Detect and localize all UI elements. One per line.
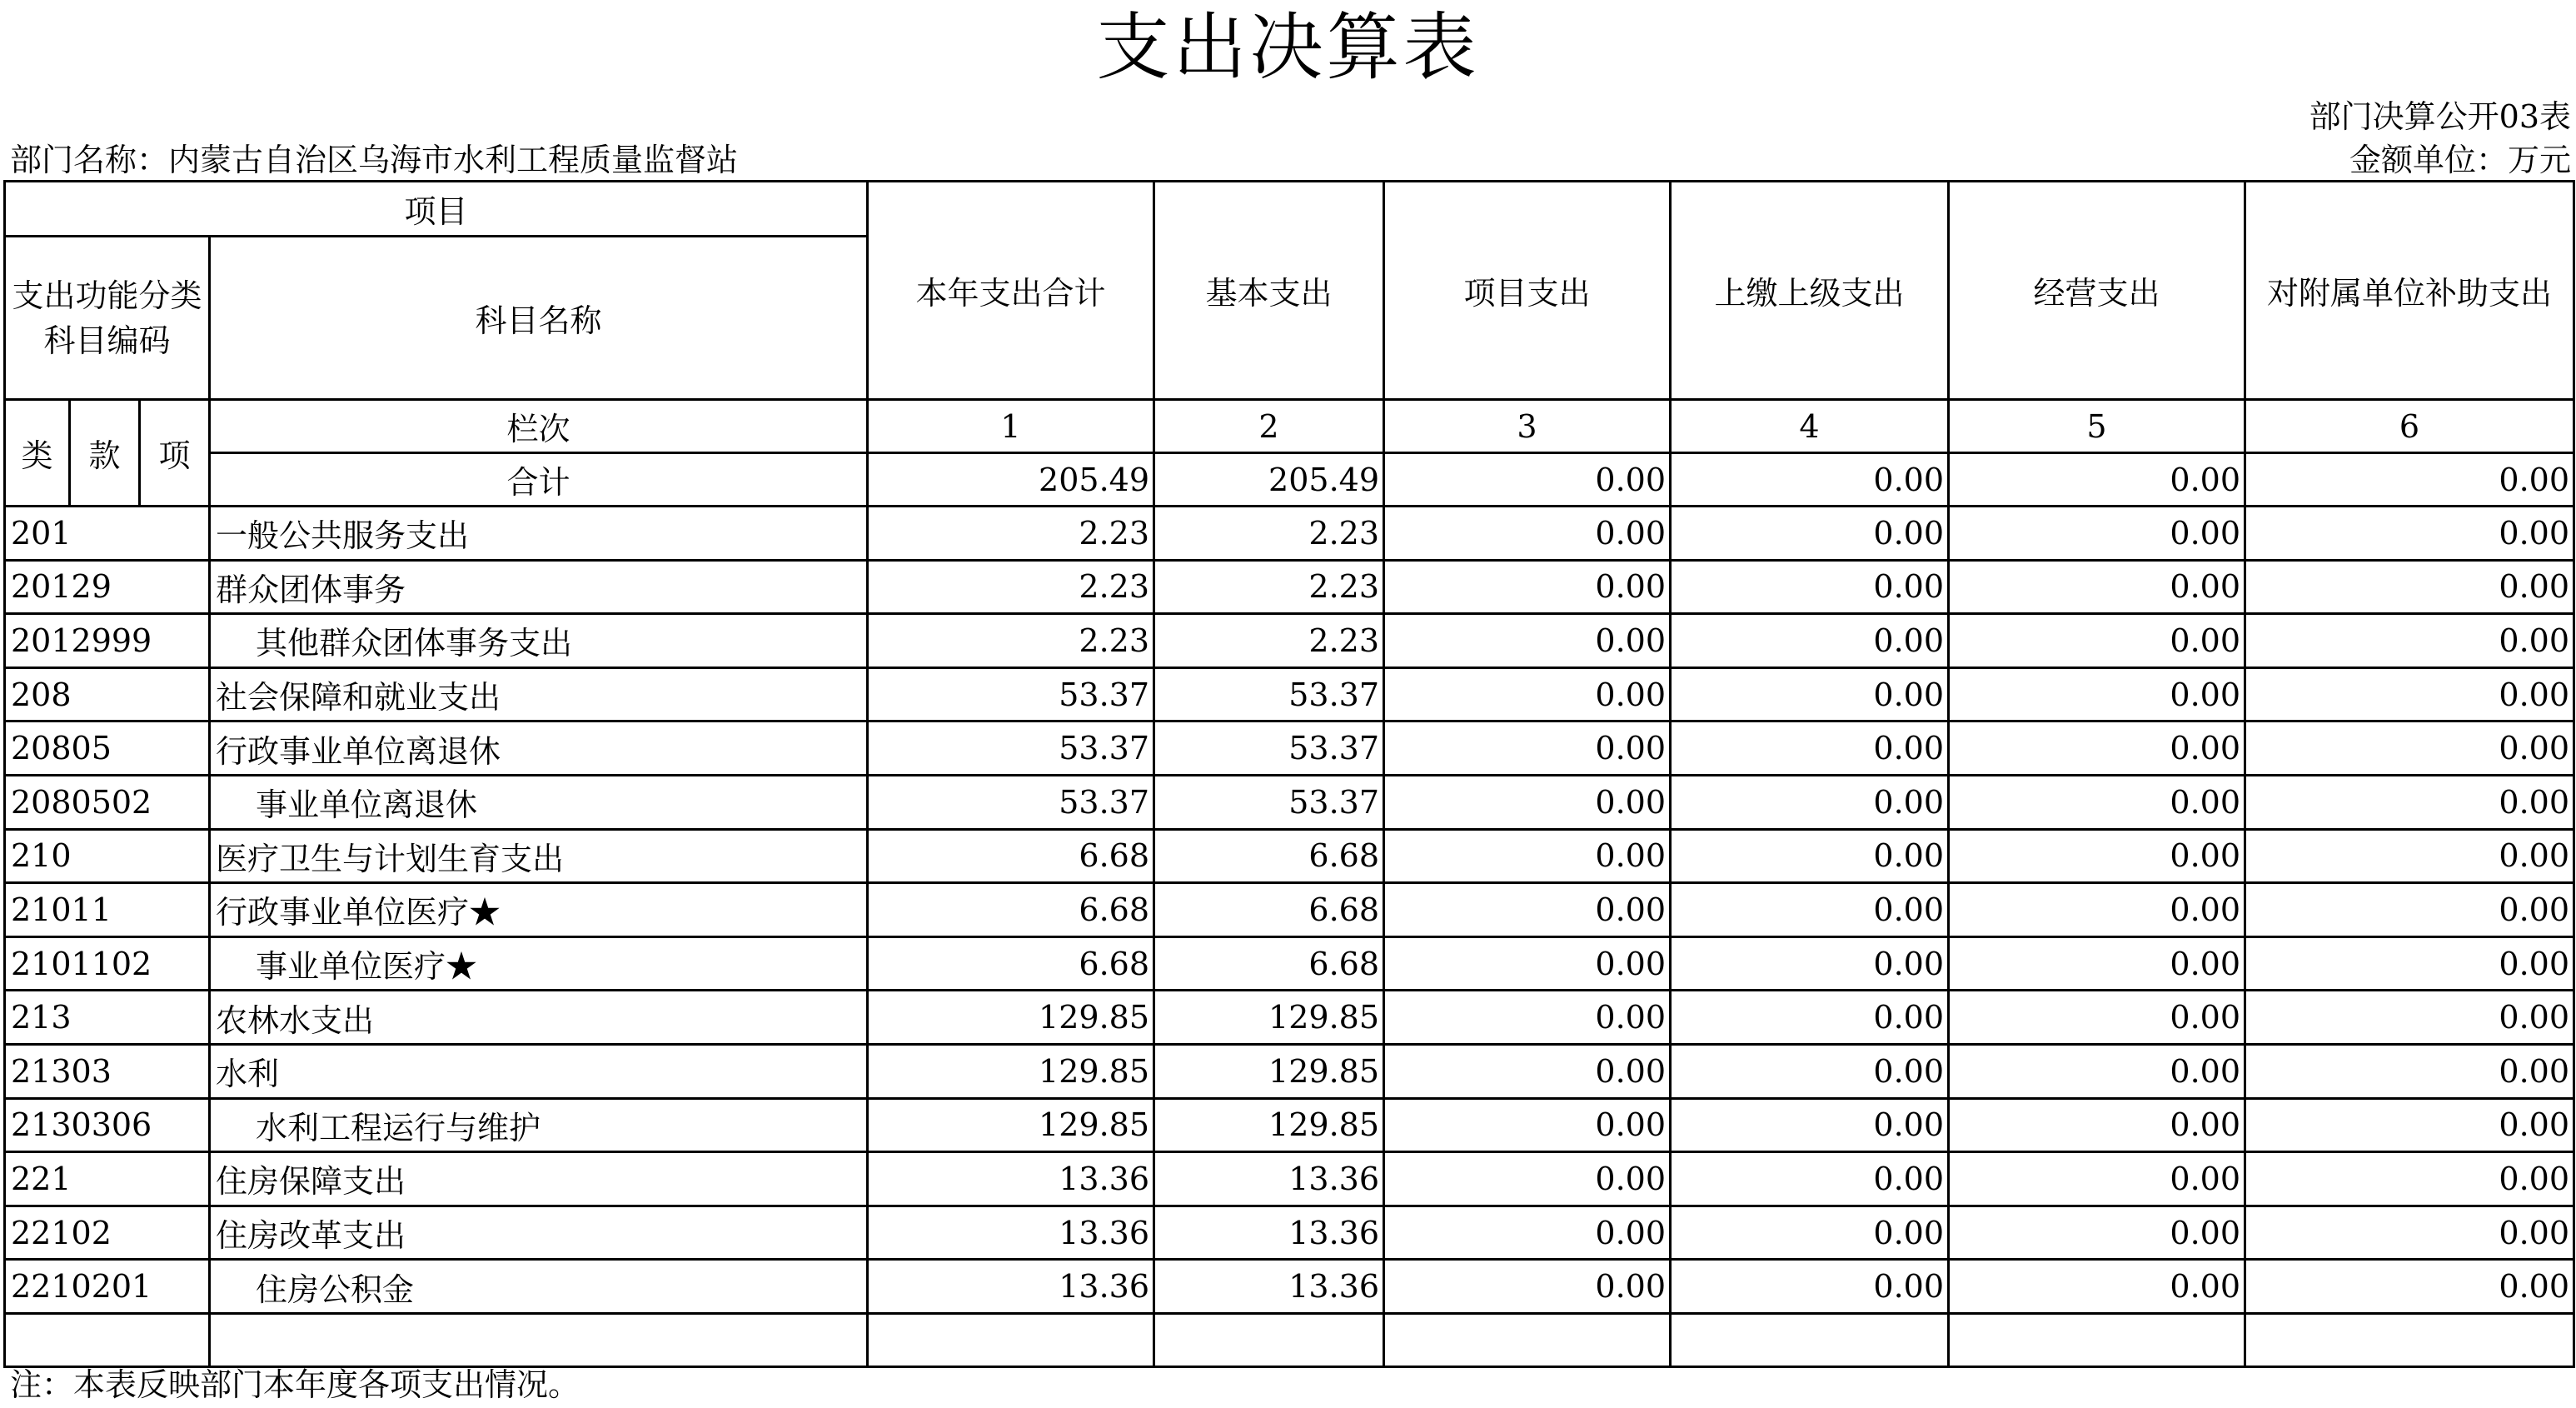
table-row [5, 775, 2574, 829]
row-subject-name: 事业单位离退休 [210, 775, 868, 829]
header-col-3: 项目支出 [1384, 182, 1671, 400]
total-value: 0.00 [1384, 453, 1671, 507]
footnote: 注：本表反映部门本年度各项支出情况。 [10, 1366, 580, 1403]
row-code: 2130306 [5, 1098, 210, 1152]
page-title: 支出决算表 [1096, 4, 1480, 90]
row-value: 13.36 [868, 1206, 1154, 1260]
header-row-1 [5, 182, 2574, 237]
row-value: 0.00 [1384, 507, 1671, 561]
row-value: 0.00 [2245, 507, 2574, 561]
row-value: 13.36 [868, 1260, 1154, 1314]
row-value: 0.00 [1671, 936, 1949, 991]
row-subject-name: 住房保障支出 [210, 1152, 868, 1206]
row-value: 0.00 [1671, 883, 1949, 937]
header-col-5: 经营支出 [1949, 182, 2245, 400]
row-value: 0.00 [1384, 1152, 1671, 1206]
header-func-code: 支出功能分类科目编码 [5, 237, 210, 400]
row-value: 0.00 [1949, 829, 2245, 883]
row-subject-name: 住房改革支出 [210, 1206, 868, 1260]
row-value: 0.00 [1671, 614, 1949, 668]
row-value: 53.37 [1154, 667, 1384, 721]
total-value: 0.00 [2245, 453, 2574, 507]
row-value: 0.00 [1671, 775, 1949, 829]
column-number-3: 3 [1384, 400, 1671, 453]
row-value: 0.00 [1949, 1206, 2245, 1260]
row-value: 0.00 [2245, 1260, 2574, 1314]
header-xiang: 项 [140, 400, 210, 507]
row-value: 53.37 [868, 775, 1154, 829]
row-value: 6.68 [1154, 829, 1384, 883]
row-value: 0.00 [2245, 829, 2574, 883]
row-subject-name: 社会保障和就业支出 [210, 667, 868, 721]
row-value: 2.23 [868, 507, 1154, 561]
row-value: 6.68 [868, 829, 1154, 883]
header-kuan: 款 [70, 400, 140, 507]
row-subject-name: 水利 [210, 1044, 868, 1098]
row-value: 0.00 [1671, 991, 1949, 1045]
table-row [5, 991, 2574, 1045]
row-value: 0.00 [1671, 1098, 1949, 1152]
row-value: 0.00 [1384, 1260, 1671, 1314]
row-value: 0.00 [1671, 667, 1949, 721]
row-code: 221 [5, 1152, 210, 1206]
row-value: 0.00 [1671, 1260, 1949, 1314]
row-code: 208 [5, 667, 210, 721]
row-value: 6.68 [868, 883, 1154, 937]
row-value: 0.00 [1384, 936, 1671, 991]
table-row [5, 1098, 2574, 1152]
row-value: 129.85 [868, 991, 1154, 1045]
row-value: 0.00 [1949, 1044, 2245, 1098]
row-value: 0.00 [2245, 721, 2574, 776]
row-value: 129.85 [868, 1098, 1154, 1152]
empty-cell [1949, 1313, 2245, 1366]
row-code: 2080502 [5, 775, 210, 829]
total-value: 205.49 [1154, 453, 1384, 507]
row-value: 0.00 [2245, 936, 2574, 991]
table-row [5, 667, 2574, 721]
row-subject-name: 群众团体事务 [210, 560, 868, 614]
row-value: 129.85 [1154, 991, 1384, 1045]
row-value: 53.37 [1154, 721, 1384, 776]
row-value: 0.00 [1384, 667, 1671, 721]
row-value: 0.00 [1671, 1152, 1949, 1206]
table-row [5, 829, 2574, 883]
total-row [5, 453, 2574, 507]
row-subject-name: 农林水支出 [210, 991, 868, 1045]
empty-row [5, 1313, 2574, 1366]
row-value: 129.85 [868, 1044, 1154, 1098]
row-subject-name: 医疗卫生与计划生育支出 [210, 829, 868, 883]
row-code: 2012999 [5, 614, 210, 668]
row-value: 0.00 [2245, 667, 2574, 721]
table-row [5, 721, 2574, 776]
row-value: 129.85 [1154, 1044, 1384, 1098]
row-value: 0.00 [1384, 1044, 1671, 1098]
empty-cell [1154, 1313, 1384, 1366]
row-subject-name: 一般公共服务支出 [210, 507, 868, 561]
header-col-4: 上缴上级支出 [1671, 182, 1949, 400]
row-code: 201 [5, 507, 210, 561]
column-number-2: 2 [1154, 400, 1384, 453]
row-value: 0.00 [2245, 614, 2574, 668]
empty-cell [1384, 1313, 1671, 1366]
row-value: 6.68 [868, 936, 1154, 991]
empty-cell [868, 1313, 1154, 1366]
row-value: 0.00 [1949, 775, 2245, 829]
row-value: 129.85 [1154, 1098, 1384, 1152]
table-row [5, 560, 2574, 614]
row-value: 0.00 [2245, 1206, 2574, 1260]
header-subject-name: 科目名称 [210, 237, 868, 400]
row-value: 0.00 [1384, 991, 1671, 1045]
row-value: 0.00 [1949, 721, 2245, 776]
row-value: 13.36 [1154, 1206, 1384, 1260]
row-code: 21303 [5, 1044, 210, 1098]
row-value: 53.37 [868, 667, 1154, 721]
table-row [5, 1260, 2574, 1314]
row-value: 0.00 [1384, 614, 1671, 668]
column-index-row [5, 400, 2574, 453]
row-code: 2210201 [5, 1260, 210, 1314]
row-value: 0.00 [1949, 1260, 2245, 1314]
table-row [5, 614, 2574, 668]
row-value: 2.23 [1154, 614, 1384, 668]
row-code: 21011 [5, 883, 210, 937]
row-value: 0.00 [1949, 614, 2245, 668]
row-value: 0.00 [1671, 1044, 1949, 1098]
row-value: 0.00 [1949, 991, 2245, 1045]
row-value: 0.00 [1949, 1152, 2245, 1206]
row-value: 0.00 [2245, 1044, 2574, 1098]
row-value: 0.00 [1671, 1206, 1949, 1260]
table-row [5, 883, 2574, 937]
table-row [5, 507, 2574, 561]
row-value: 0.00 [1671, 721, 1949, 776]
row-value: 0.00 [1671, 507, 1949, 561]
row-value: 0.00 [1384, 721, 1671, 776]
empty-cell [2245, 1313, 2574, 1366]
total-label: 合计 [210, 453, 868, 507]
header-col-1: 本年支出合计 [868, 182, 1154, 400]
table-row [5, 936, 2574, 991]
row-value: 53.37 [1154, 775, 1384, 829]
row-value: 53.37 [868, 721, 1154, 776]
row-value: 0.00 [2245, 560, 2574, 614]
row-subject-name: 住房公积金 [210, 1260, 868, 1314]
row-value: 2.23 [1154, 507, 1384, 561]
row-value: 0.00 [1384, 1098, 1671, 1152]
empty-cell [1671, 1313, 1949, 1366]
row-value: 0.00 [1384, 883, 1671, 937]
row-value: 13.36 [1154, 1152, 1384, 1206]
unit-label: 金额单位：万元 [2349, 142, 2571, 178]
table-row [5, 1044, 2574, 1098]
row-value: 13.36 [1154, 1260, 1384, 1314]
row-subject-name: 行政事业单位医疗★ [210, 883, 868, 937]
column-number-1: 1 [868, 400, 1154, 453]
row-code: 20805 [5, 721, 210, 776]
row-subject-name: 行政事业单位离退休 [210, 721, 868, 776]
row-code: 210 [5, 829, 210, 883]
row-value: 2.23 [1154, 560, 1384, 614]
row-value: 0.00 [2245, 775, 2574, 829]
row-value: 6.68 [1154, 883, 1384, 937]
row-code: 20129 [5, 560, 210, 614]
form-code-label: 部门决算公开03表 [2309, 98, 2571, 135]
row-value: 0.00 [1671, 829, 1949, 883]
header-project: 项目 [5, 182, 868, 237]
row-code: 22102 [5, 1206, 210, 1260]
row-value: 0.00 [1384, 1206, 1671, 1260]
row-value: 0.00 [1949, 936, 2245, 991]
row-value: 0.00 [2245, 1152, 2574, 1206]
empty-cell [5, 1313, 210, 1366]
column-number-4: 4 [1671, 400, 1949, 453]
column-number-6: 6 [2245, 400, 2574, 453]
row-value: 0.00 [1671, 560, 1949, 614]
header-col-2: 基本支出 [1154, 182, 1384, 400]
row-value: 0.00 [2245, 1098, 2574, 1152]
row-subject-name: 事业单位医疗★ [210, 936, 868, 991]
row-subject-name: 其他群众团体事务支出 [210, 614, 868, 668]
header-col-6: 对附属单位补助支出 [2245, 182, 2574, 400]
row-value: 0.00 [1384, 560, 1671, 614]
row-value: 6.68 [1154, 936, 1384, 991]
empty-cell [210, 1313, 868, 1366]
row-value: 0.00 [1949, 883, 2245, 937]
header-lei: 类 [5, 400, 70, 507]
expenditure-table [3, 180, 2575, 1368]
row-value: 0.00 [1949, 560, 2245, 614]
total-value: 0.00 [1949, 453, 2245, 507]
total-value: 0.00 [1671, 453, 1949, 507]
row-value: 13.36 [868, 1152, 1154, 1206]
row-value: 2.23 [868, 614, 1154, 668]
row-subject-name: 水利工程运行与维护 [210, 1098, 868, 1152]
row-value: 0.00 [1384, 829, 1671, 883]
row-value: 0.00 [1949, 1098, 2245, 1152]
column-number-5: 5 [1949, 400, 2245, 453]
table-row [5, 1206, 2574, 1260]
total-value: 205.49 [868, 453, 1154, 507]
row-code: 213 [5, 991, 210, 1045]
row-value: 0.00 [1384, 775, 1671, 829]
column-index-label: 栏次 [210, 400, 868, 453]
row-value: 0.00 [1949, 507, 2245, 561]
row-code: 2101102 [5, 936, 210, 991]
department-label: 部门名称：内蒙古自治区乌海市水利工程质量监督站 [10, 142, 739, 178]
table-row [5, 1152, 2574, 1206]
row-value: 2.23 [868, 560, 1154, 614]
row-value: 0.00 [1949, 667, 2245, 721]
row-value: 0.00 [2245, 883, 2574, 937]
row-value: 0.00 [2245, 991, 2574, 1045]
